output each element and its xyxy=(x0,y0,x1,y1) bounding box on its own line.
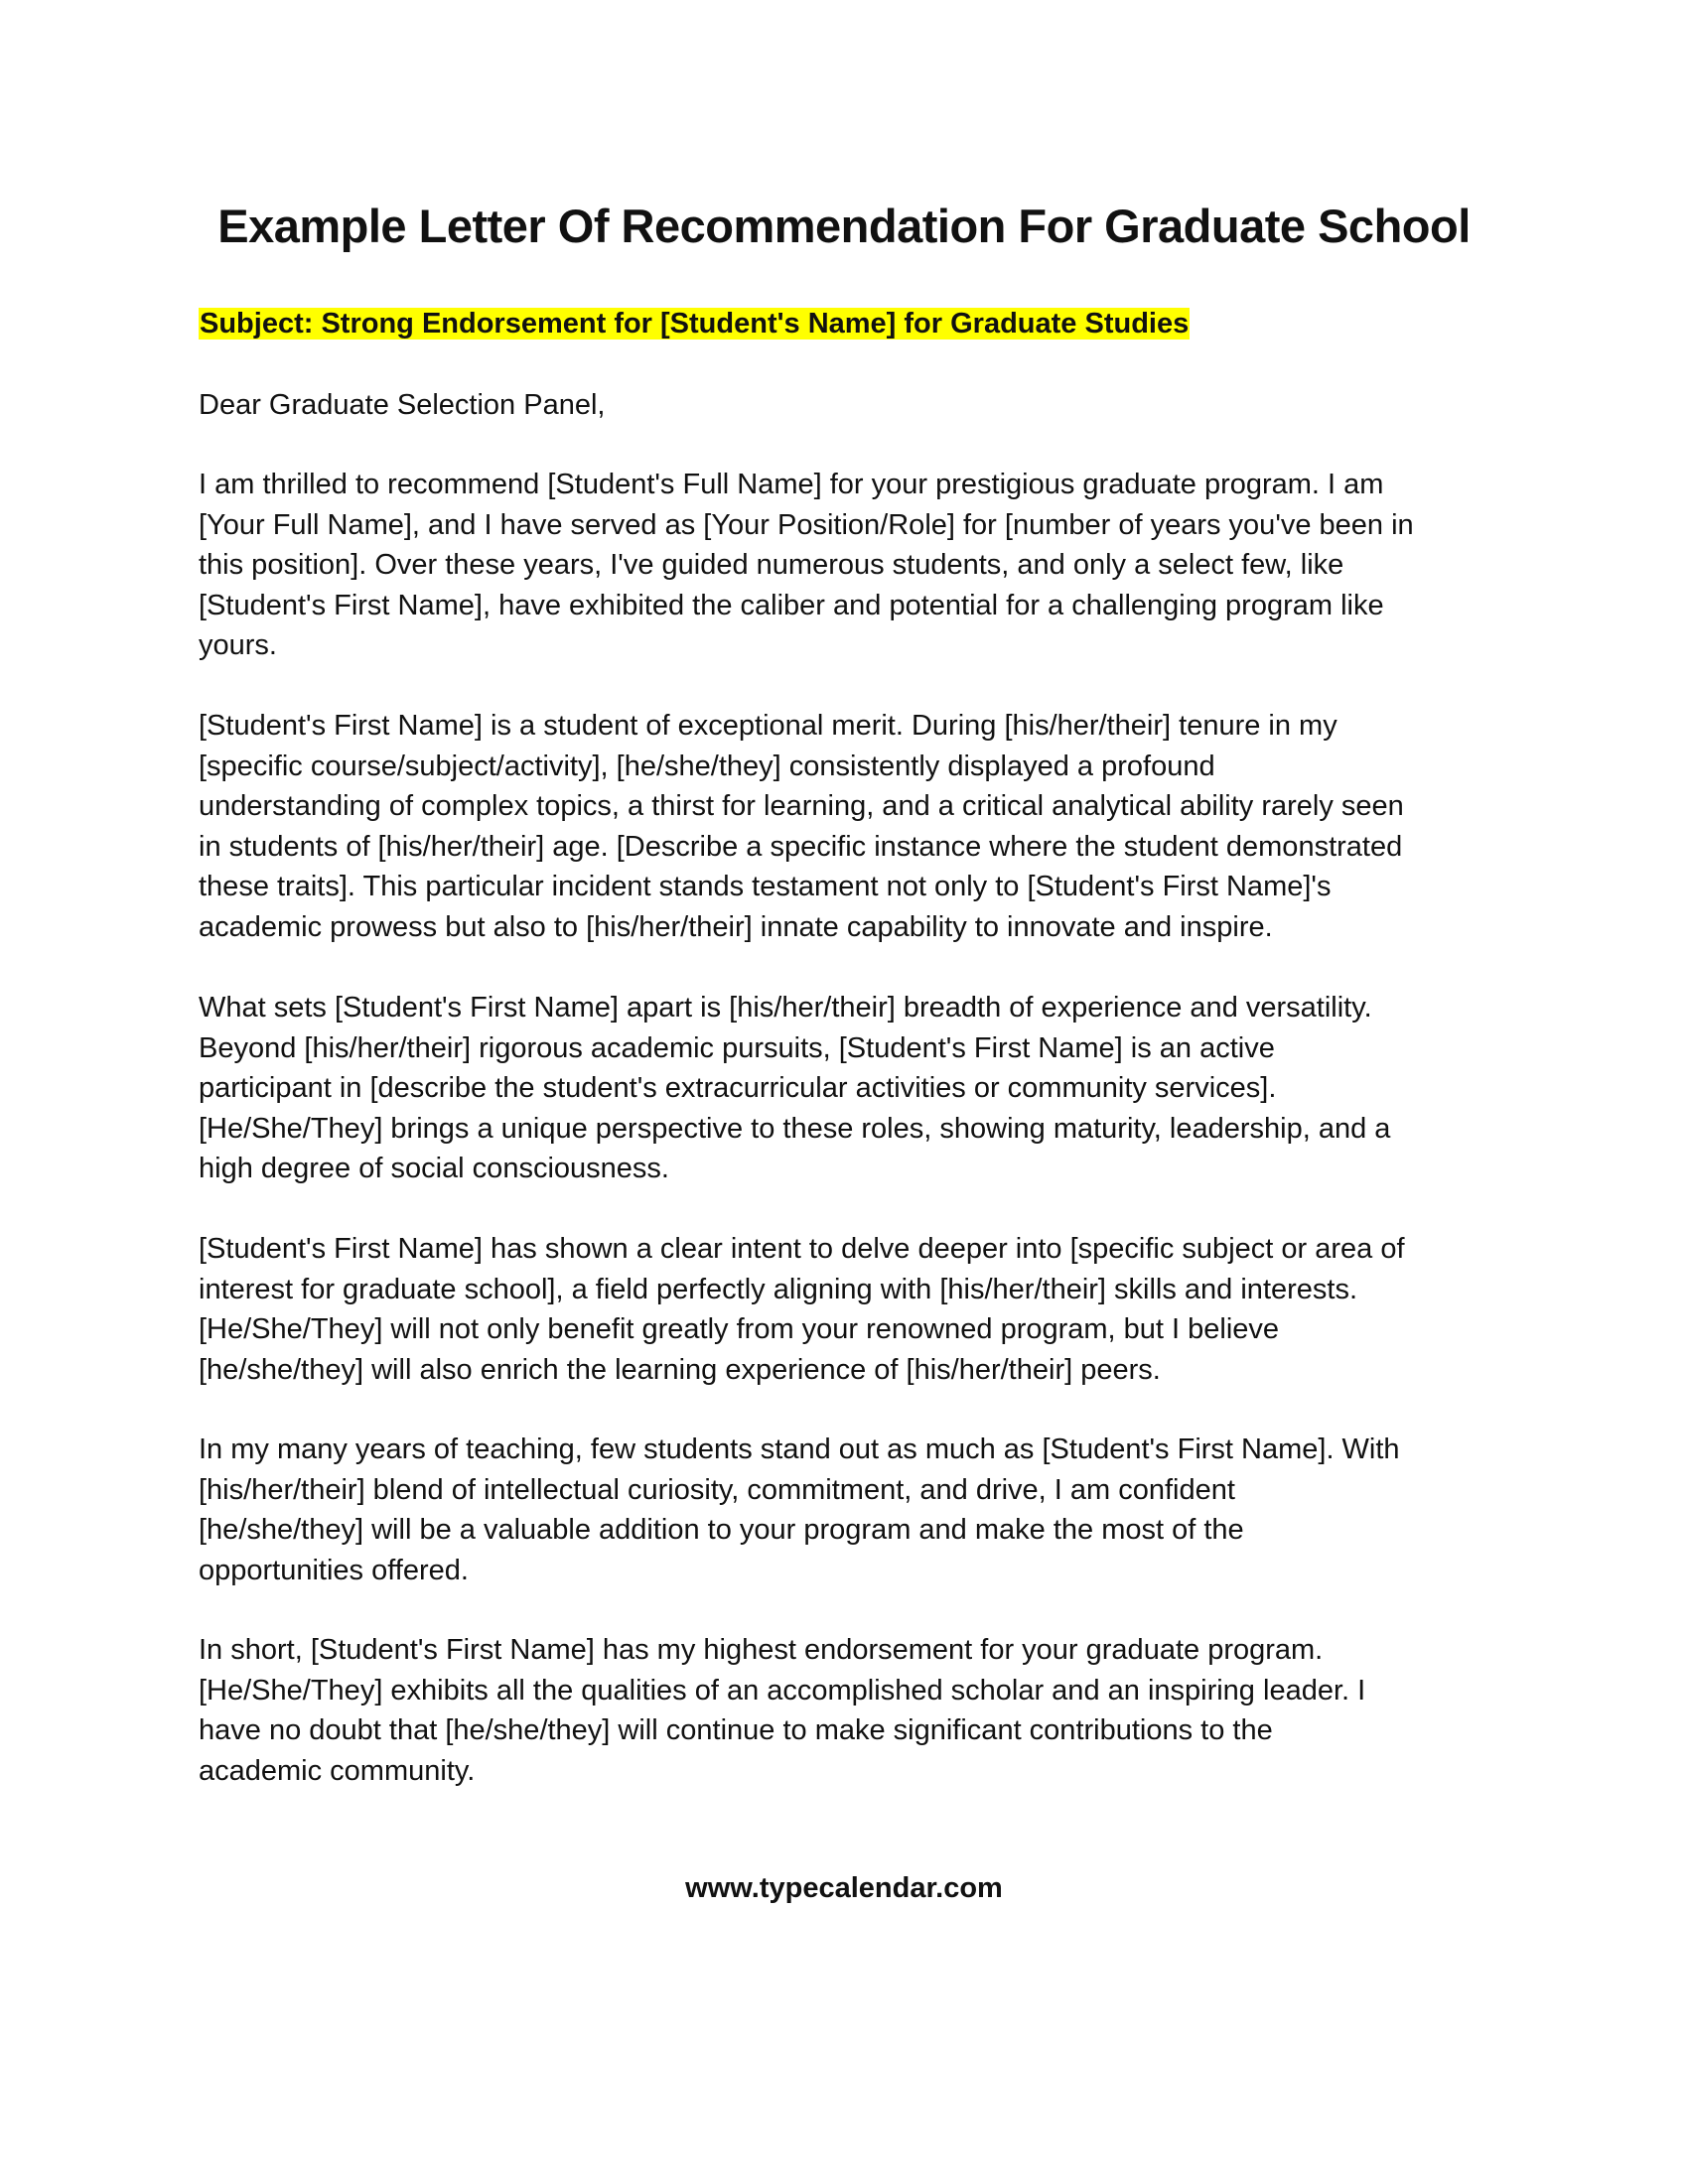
paragraph-line: In my many years of teaching, few students stand out as much as [Student's First Name]. With xyxy=(199,1433,1400,1465)
paragraph-line: In short, [Student's First Name] has my highest endorsement for your graduate program. xyxy=(199,1634,1324,1666)
footer-url: www.typecalendar.com xyxy=(685,1872,1003,1904)
paragraph-line: in students of [his/her/their] age. [Describe a specific instance where the student demonstrated xyxy=(199,830,1403,863)
paragraph-line: I am thrilled to recommend [Student's Full Name] for your prestigious graduate program. I am xyxy=(199,469,1384,500)
paragraph-line: Beyond [his/her/their] rigorous academic pursuits, [Student's First Name] is an active xyxy=(199,1031,1275,1064)
paragraph-versatility xyxy=(199,988,1489,1189)
paragraph-line: [He/She/They] brings a unique perspective to these roles, showing maturity, leadership, and a xyxy=(199,1112,1391,1145)
paragraph-interest xyxy=(199,1229,1489,1390)
paragraph-line: [specific course/subject/activity], [he/she/they] consistently displayed a profound xyxy=(199,750,1215,782)
paragraph-line: opportunities offered. xyxy=(199,1554,469,1586)
paragraph-line: [Student's First Name] has shown a clear intent to delve deeper into [specific subject or area of xyxy=(199,1233,1405,1265)
paragraph-line: academic community. xyxy=(199,1754,476,1787)
subject-line xyxy=(199,304,1190,343)
paragraph-closing xyxy=(199,1630,1489,1791)
paragraph-teaching xyxy=(199,1430,1489,1590)
paragraph-line: have no doubt that [he/she/they] will continue to make significant contributions to the xyxy=(199,1714,1273,1746)
paragraph-line: [Student's First Name] is a student of exceptional merit. During [his/her/their] tenure in my xyxy=(199,710,1337,742)
paragraph-line: interest for graduate school], a field perfectly aligning with [his/her/their] skills and interests. xyxy=(199,1273,1358,1305)
paragraph-line: [Student's First Name], have exhibited the caliber and potential for a challenging program like xyxy=(199,589,1384,621)
paragraph-line: this position]. Over these years, I've guided numerous students, and only a select few, like xyxy=(199,549,1344,581)
paragraph-line: [he/she/they] will be a valuable addition to your program and make the most of the xyxy=(199,1514,1244,1546)
page-title: Example Letter Of Recommendation For Graduate School xyxy=(217,200,1471,252)
subject-highlight: Subject: Strong Endorsement for [Student's Name] for Graduate Studies xyxy=(200,308,1190,340)
salutation: Dear Graduate Selection Panel, xyxy=(199,389,606,421)
paragraph-line: [his/her/their] blend of intellectual curiosity, commitment, and drive, I am confident xyxy=(199,1473,1235,1506)
paragraph-line: yours. xyxy=(199,629,277,661)
paragraph-line: high degree of social consciousness. xyxy=(199,1153,669,1184)
paragraph-line: academic prowess but also to [his/her/their] innate capability to innovate and inspire. xyxy=(199,910,1273,943)
paragraph-line: What sets [Student's First Name] apart is [his/her/their] breadth of experience and versatility. xyxy=(199,992,1372,1024)
paragraph-line: understanding of complex topics, a thirst for learning, and a critical analytical ability rarely seen xyxy=(199,790,1404,822)
paragraph-merit xyxy=(199,706,1489,947)
paragraph-line: [He/She/They] exhibits all the qualities of an accomplished scholar and an inspiring leader. I xyxy=(199,1674,1366,1706)
paragraph-line: participant in [describe the student's extracurricular activities or community services]. xyxy=(199,1072,1277,1104)
paragraph-intro xyxy=(199,465,1489,666)
paragraph-line: [He/She/They] will not only benefit greatly from your renowned program, but I believe xyxy=(199,1313,1280,1345)
paragraph-line: [Your Full Name], and I have served as [Your Position/Role] for [number of years you've been in xyxy=(199,508,1414,541)
paragraph-line: these traits]. This particular incident stands testament not only to [Student's First Name]'s xyxy=(199,871,1332,902)
paragraph-line: [he/she/they] will also enrich the learning experience of [his/her/their] peers. xyxy=(199,1353,1161,1386)
